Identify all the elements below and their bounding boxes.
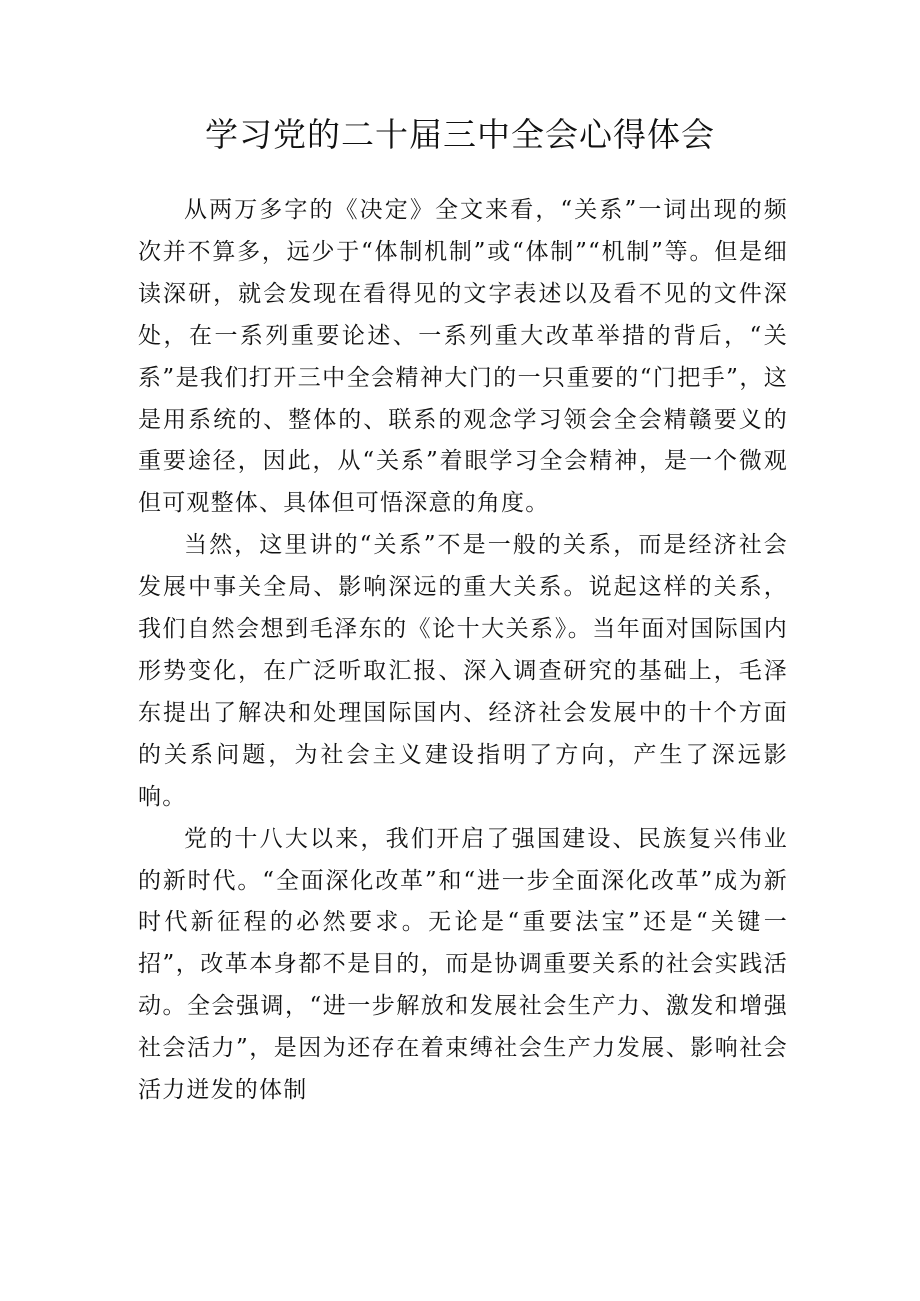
paragraph-3: 党的十八大以来，我们开启了强国建设、民族复兴伟业的新时代。“全面深化改革”和“进一步全面深化改革”成为新时代新征程的必然要求。无论是“重要法宝”还是“关键一招”，改革本身都不是目的，而是协调重要关系的社会实践活动。全会强调，“进一步解放和发展社会生产力、激发和增强社会活力”，是因为还存在着束缚社会生产力发展、影响社会活力迸发的体制 [138,825,788,1104]
paragraph-2: 当然，这里讲的“关系”不是一般的关系，而是经济社会发展中事关全局、影响深远的重大关系。说起这样的关系，我们自然会想到毛泽东的《论十大关系》。当年面对国际国内形势变化，在广泛听取汇报、深入调查研究的基础上，毛泽东提出了解决和处理国际国内、经济社会发展中的十个方面的关系问题，为社会主义建设指明了方向，产生了深远影响。 [138,532,788,810]
paragraph-1: 从两万多字的《决定》全文来看，“关系”一词出现的频次并不算多，远少于“体制机制”或“体制”“机制”等。但是细读深研，就会发现在看得见的文字表述以及看不见的文件深处，在一系列重要论述、一系列重大改革举措的背后，“关系”是我们打开三中全会精神大门的一只重要的“门把手”，这是用系统的、整体的、联系的观念学习领会全会精赣要义的重要途径，因此，从“关系”着眼学习全会精神，是一个微观但可观整体、具体但可悟深意的角度。 [138,197,788,517]
document-body [138,190,788,1112]
document-title: 学习党的二十届三中全会心得体会 [205,115,715,154]
